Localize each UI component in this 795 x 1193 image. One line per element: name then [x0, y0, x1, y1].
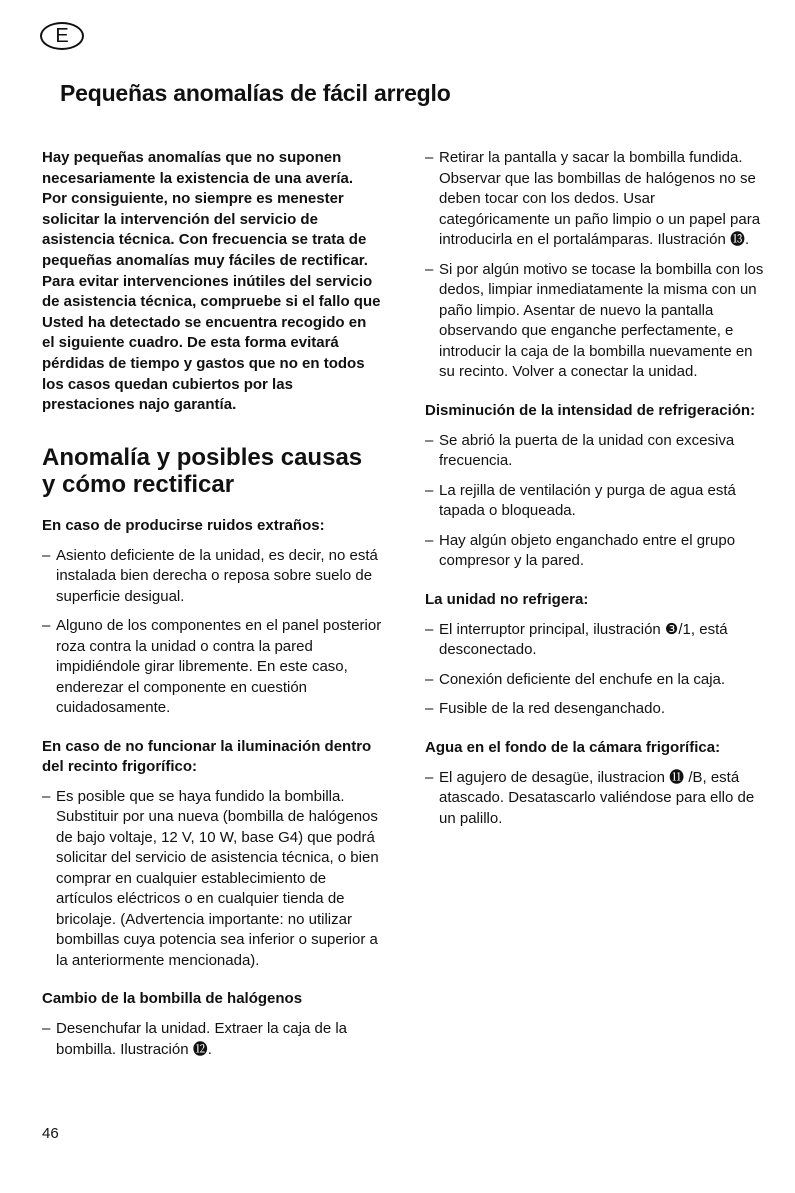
list-item: – Se abrió la puerta de la unidad con excesiva frecuencia.	[425, 431, 770, 472]
list-item: – El interruptor principal, ilustración ❸/1, está desconectado.	[425, 620, 770, 661]
section-title: Anomalía y posibles causas y cómo rectificar	[42, 443, 363, 498]
list-iluminacion	[42, 787, 382, 972]
list-item: – El agujero de desagüe, ilustracion ⓫ /B, está atascado. Desatascarlo valiéndose para ello de un palillo.	[425, 768, 770, 830]
list-item: – Retirar la pantalla y sacar la bombilla fundida. Observar que las bombillas de halógenos no se deben tocar con los dedos. Usar categóricamente un paño limpio o un papel para introducirla en el portalámparas. Ilustración ⓭.	[425, 148, 770, 251]
list-item: – Alguno de los componentes en el panel posterior roza contra la unidad o contra la pared impidiéndole girar libremente. En este caso, enderezar el componente en cuestión cuidadosamente.	[42, 616, 382, 719]
heading-ruidos: En caso de producirse ruidos extraños:	[42, 516, 325, 534]
list-no-refrigera	[425, 620, 770, 720]
list-agua	[425, 768, 770, 830]
list-ruidos	[42, 546, 382, 719]
left-column	[42, 148, 382, 1078]
page-number: 46	[42, 1125, 59, 1142]
intro-paragraph: Hay pequeñas anomalías que no suponen necesariamente la existencia de una avería. Por consiguiente, no siempre es menester solicitar la intervención del servicio de asistencia técnica. Con frecuencia se trata de pequeñas anomalías muy fáciles de rectificar. Para evitar intervenciones inútiles del servicio de asistencia técnica, compruebe si el fallo que Usted ha detectado se encuentra recogido en el siguiente cuadro. De esta forma evitará pérdidas de tiempo y gastos que no en todos los casos quedan cubiertos por las prestaciones najo garantía.	[42, 149, 381, 414]
list-disminucion	[425, 431, 770, 572]
heading-disminucion: Disminución de la intensidad de refrigeración:	[425, 401, 756, 419]
list-item: – Es posible que se haya fundido la bombilla. Substituir por una nueva (bombilla de halógenos de bajo voltaje, 12 V, 10 W, base G4) que podrá solicitar del servicio de asistencia técnica, o bien comprar en cualquier establecimiento de artículos eléctricos o en cualquier tienda de bricolaje. (Advertencia importante: no utilizar bombillas cuya potencia sea inferior o superior a la anteriormente mencionada).	[42, 787, 382, 972]
list-item: – Si por algún motivo se tocase la bombilla con los dedos, limpiar inmediatamente la misma con un paño limpio. Asentar de nuevo la pantalla observando que enganche perfectamente, e introducir la caja de la bombilla nuevamente en su recinto. Volver a conectar la unidad.	[425, 260, 770, 383]
page-title: Pequeñas anomalías de fácil arreglo	[60, 80, 451, 106]
language-badge: E	[40, 22, 84, 50]
list-item: – Fusible de la red desenganchado.	[425, 699, 770, 720]
list-item: – La rejilla de ventilación y purga de agua está tapada o bloqueada.	[425, 481, 770, 522]
heading-iluminacion: En caso de no funcionar la iluminación dentro del recinto frigorífico:	[42, 737, 372, 775]
list-item: – Hay algún objeto enganchado entre el grupo compresor y la pared.	[425, 531, 770, 572]
heading-cambio-bombilla: Cambio de la bombilla de halógenos	[42, 990, 303, 1008]
list-cambio-cont	[425, 148, 770, 383]
list-item: – Desenchufar la unidad. Extraer la caja de la bombilla. Ilustración ⓬.	[42, 1019, 382, 1060]
heading-no-refrigera: La unidad no refrigera:	[425, 590, 589, 608]
list-item: – Conexión deficiente del enchufe en la caja.	[425, 670, 770, 691]
list-cambio-bombilla	[42, 1019, 382, 1060]
list-item: – Asiento deficiente de la unidad, es decir, no está instalada bien derecha o reposa sobre suelo de superficie desigual.	[42, 546, 382, 608]
right-column	[425, 148, 770, 847]
heading-agua: Agua en el fondo de la cámara frigorífica:	[425, 738, 721, 756]
